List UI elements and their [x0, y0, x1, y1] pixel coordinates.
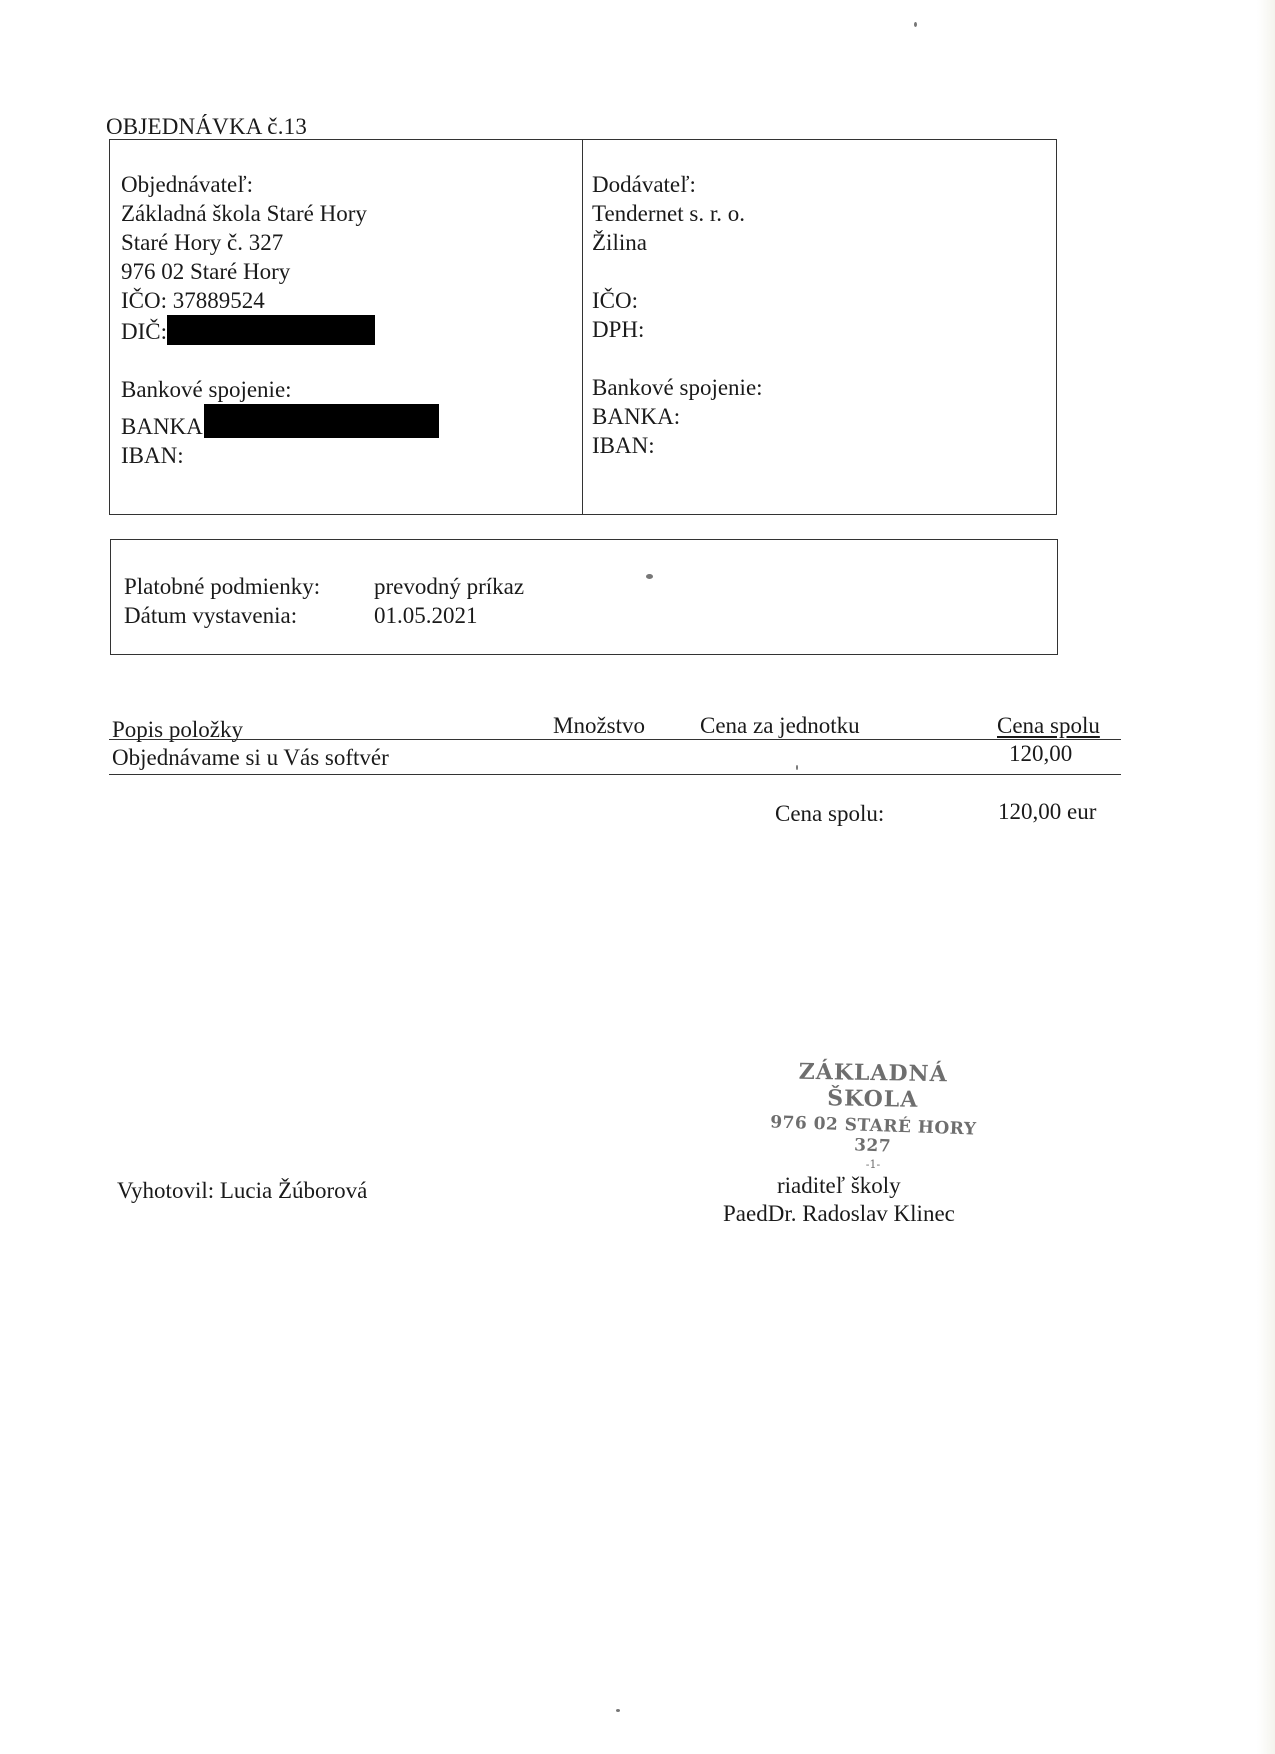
- column-header-unit-price: Cena za jednotku: [700, 713, 860, 738]
- stamp-line-3: -1-: [865, 1158, 881, 1171]
- orderer-street: Staré Hory č. 327: [121, 230, 284, 255]
- supplier-dph-label: DPH:: [592, 317, 645, 342]
- prepared-by: Vyhotovil: Lucia Žúborová: [117, 1178, 368, 1203]
- orderer-bank-heading: Bankové spojenie:: [121, 377, 292, 402]
- supplier-heading: Dodávateľ:: [592, 172, 696, 197]
- supplier-bank-heading: Bankové spojenie:: [592, 375, 763, 400]
- grand-total-value: 120,00 eur: [998, 799, 1097, 824]
- column-header-total: Cena spolu: [997, 713, 1100, 738]
- item-total: 120,00: [1009, 741, 1073, 766]
- supplier-iban-label: IBAN:: [592, 433, 655, 458]
- payment-terms-label: Platobné podmienky:: [124, 574, 321, 599]
- document-title: OBJEDNÁVKA č.13: [106, 114, 308, 139]
- column-header-description: Popis položky: [112, 717, 243, 742]
- items-table-header: [110, 713, 1122, 741]
- supplier-name: Tendernet s. r. o.: [592, 201, 745, 226]
- redaction-bar: [204, 404, 439, 438]
- payment-terms: [124, 572, 524, 630]
- parties-box: [109, 139, 1057, 515]
- scan-speck: [796, 765, 798, 770]
- orderer-city: 976 02 Staré Hory: [121, 259, 291, 284]
- orderer-ico: IČO: 37889524: [121, 288, 265, 313]
- supplier-bank-label: BANKA:: [592, 404, 681, 429]
- item-description: Objednávame si u Vás softvér: [112, 745, 389, 770]
- scan-speck: [646, 574, 653, 579]
- stamp-line-2: 976 02 STARÉ HORY 327: [769, 1112, 977, 1157]
- payment-terms-box: [110, 539, 1058, 655]
- orderer-dic-label: DIČ:: [121, 319, 167, 344]
- scan-speck: [616, 1709, 620, 1712]
- orderer-iban-label: IBAN:: [121, 443, 184, 468]
- table-row: [110, 741, 1122, 773]
- payment-terms-value: prevodný príkaz: [374, 574, 525, 599]
- issue-date-value: 01.05.2021: [374, 603, 478, 628]
- school-stamp: [758, 1060, 988, 1171]
- supplier-city: Žilina: [592, 230, 647, 255]
- orderer-heading: Objednávateľ:: [121, 172, 253, 197]
- redaction-bar: [167, 315, 375, 345]
- orderer-dic-line: [121, 315, 439, 346]
- orderer-bank-label: BANKA: [121, 414, 203, 439]
- stamp-line-1: ZÁKLADNÁ ŠKOLA: [798, 1058, 948, 1113]
- orderer-bank-line: [121, 404, 439, 441]
- column-header-quantity: Množstvo: [553, 713, 645, 738]
- supplier-ico-label: IČO:: [592, 288, 638, 313]
- signer-name: PaedDr. Radoslav Klinec: [723, 1201, 955, 1226]
- table-row-rule: [109, 774, 1121, 775]
- orderer-section: [121, 170, 439, 470]
- table-header-rule: [109, 739, 1121, 740]
- issue-date-label: Dátum vystavenia:: [124, 603, 298, 628]
- parties-divider: [582, 140, 583, 514]
- grand-total-label: Cena spolu:: [775, 801, 885, 826]
- supplier-section: [592, 170, 763, 460]
- scan-speck: [914, 22, 917, 27]
- orderer-name: Základná škola Staré Hory: [121, 201, 367, 226]
- scan-edge: [1257, 0, 1275, 1754]
- signer-role: riaditeľ školy: [777, 1173, 901, 1198]
